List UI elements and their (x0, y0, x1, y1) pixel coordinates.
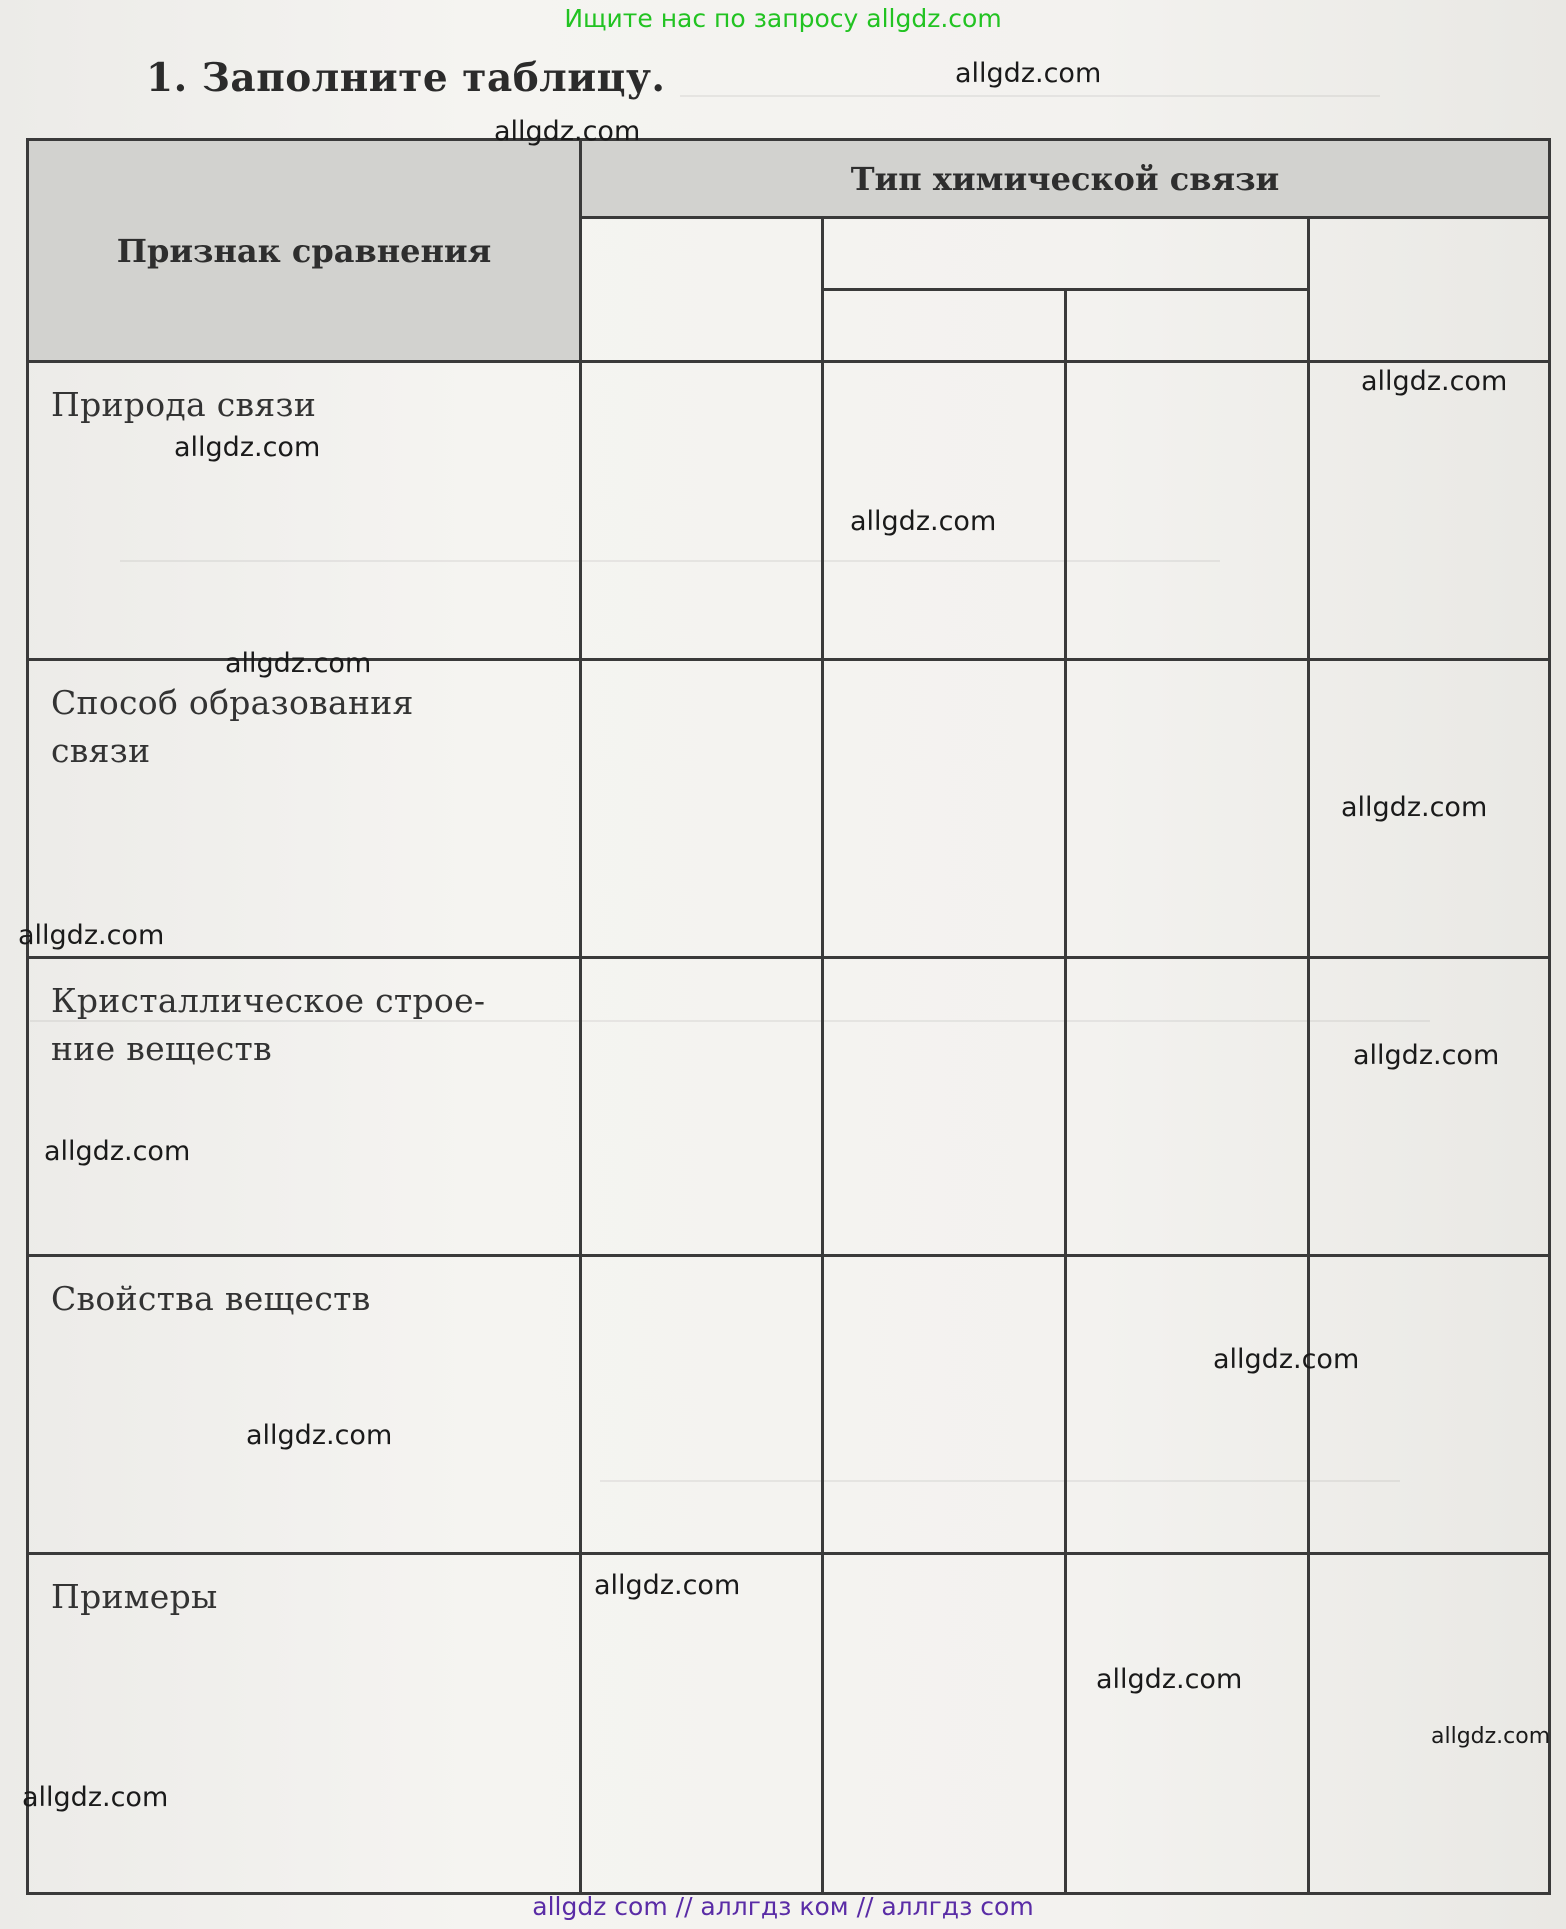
answer-cell[interactable] (581, 362, 823, 660)
watermark: allgdz.com (18, 920, 165, 951)
answer-cell[interactable] (823, 1554, 1066, 1894)
watermark: allgdz.com (494, 116, 641, 147)
answer-cell[interactable] (581, 1256, 823, 1554)
watermark: allgdz.com (1361, 366, 1508, 397)
comparison-table (26, 138, 1551, 1895)
bond-type-column-3-header[interactable] (1066, 290, 1309, 362)
watermark: allgdz.com (1096, 1664, 1243, 1695)
top-banner: Ищите нас по запросу allgdz.com (564, 4, 1002, 33)
watermark: allgdz.com (1213, 1344, 1360, 1375)
answer-cell[interactable] (1066, 660, 1309, 958)
answer-cell[interactable] (1066, 958, 1309, 1256)
row-label-crystal-structure-text: Кристаллическое строе- ние веществ (51, 981, 486, 1068)
row-label-bond-formation: Способ образования связи (28, 660, 581, 958)
bond-type-column-2-header[interactable] (823, 290, 1066, 362)
table-row (28, 1256, 1550, 1554)
answer-cell[interactable] (1066, 1554, 1309, 1894)
header-bond-type-label: Тип химической связи (850, 159, 1280, 198)
answer-cell[interactable] (1066, 1256, 1309, 1554)
watermark: allgdz.com (1431, 1724, 1551, 1749)
table-row (28, 958, 1550, 1256)
header-comparison-feature (28, 140, 581, 362)
watermark: allgdz.com (246, 1420, 393, 1451)
answer-cell[interactable] (1066, 362, 1309, 660)
header-bond-type (581, 140, 1550, 218)
row-label-bond-nature: Природа связи (28, 362, 581, 660)
bond-type-column-1-header[interactable] (581, 218, 823, 362)
exercise-heading: 1. Заполните таблицу. (146, 55, 666, 101)
watermark: allgdz.com (44, 1136, 191, 1167)
watermark: allgdz.com (594, 1570, 741, 1601)
watermark: allgdz.com (22, 1782, 169, 1813)
answer-cell[interactable] (823, 660, 1066, 958)
bottom-banner: allgdz com // аллгдз ком // аллгдз com (532, 1892, 1034, 1921)
watermark: allgdz.com (174, 432, 321, 463)
watermark: allgdz.com (955, 58, 1102, 89)
answer-cell[interactable] (581, 660, 823, 958)
answer-cell[interactable] (1309, 362, 1550, 660)
watermark: allgdz.com (225, 648, 372, 679)
answer-cell[interactable] (581, 1554, 823, 1894)
watermark: allgdz.com (1353, 1040, 1500, 1071)
table-row (28, 1554, 1550, 1894)
watermark: allgdz.com (850, 506, 997, 537)
answer-cell[interactable] (823, 1256, 1066, 1554)
row-label-crystal-structure (28, 958, 581, 1256)
answer-cell[interactable] (581, 958, 823, 1256)
answer-cell[interactable] (1309, 958, 1550, 1256)
header-comparison-feature-label: Признак сравнения (116, 231, 492, 270)
answer-cell[interactable] (823, 958, 1066, 1256)
bond-type-column-2-3-header[interactable] (823, 218, 1309, 290)
table-row (28, 660, 1550, 958)
row-label-substance-properties: Свойства веществ (28, 1256, 581, 1554)
bond-type-column-4-header[interactable] (1309, 218, 1550, 362)
watermark: allgdz.com (1341, 792, 1488, 823)
table-row (28, 362, 1550, 660)
row-label-examples: Примеры (28, 1554, 581, 1894)
answer-cell[interactable] (1309, 1256, 1550, 1554)
